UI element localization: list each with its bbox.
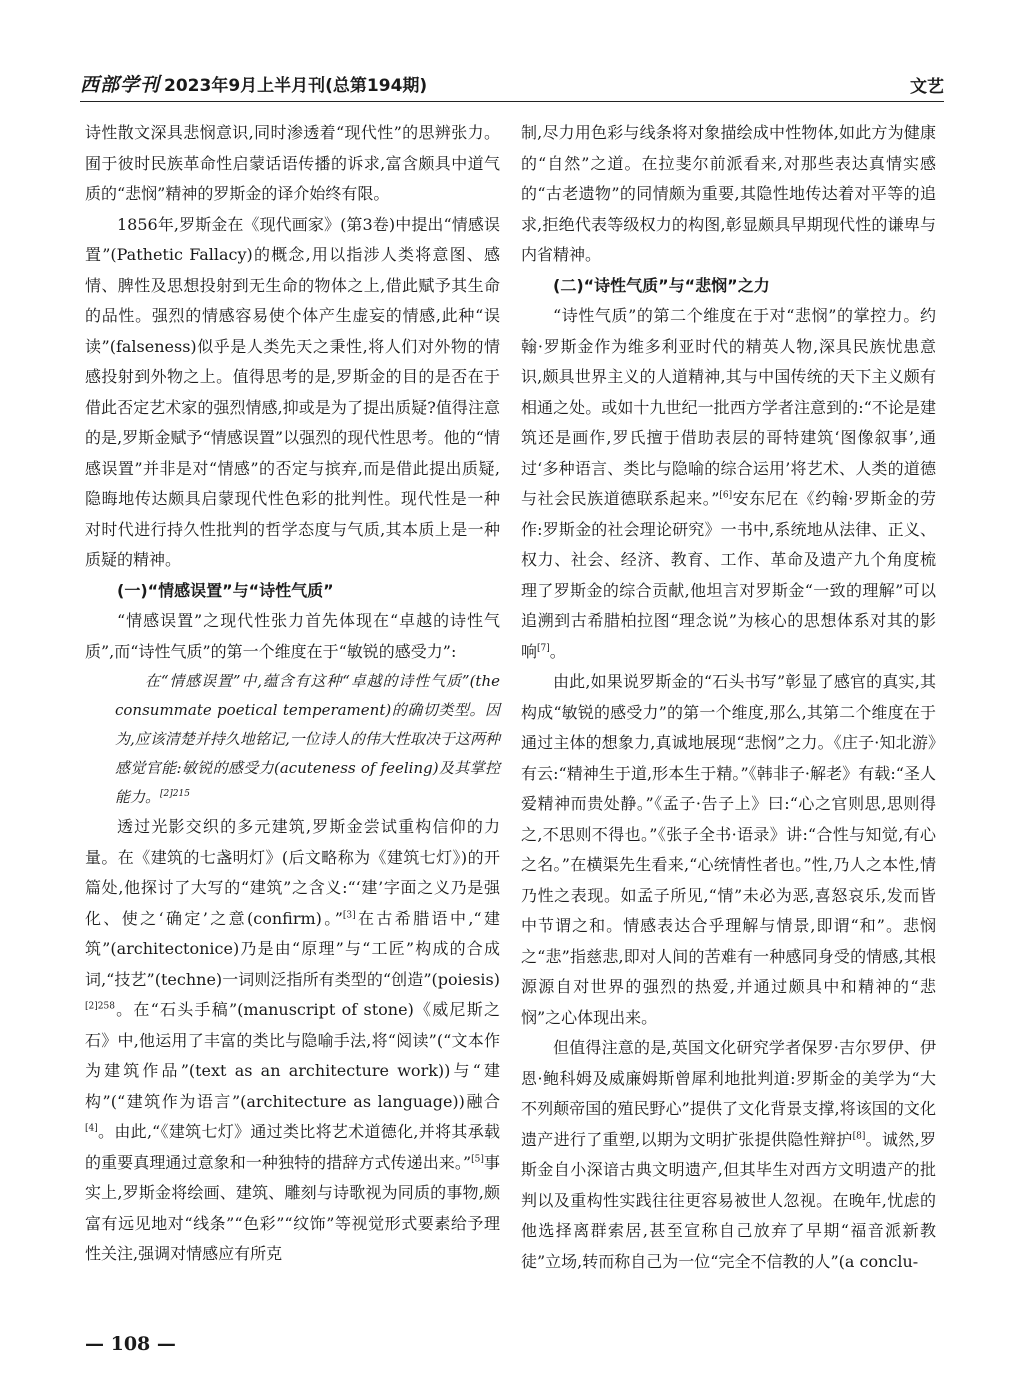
paragraph: 1856年,罗斯金在《现代画家》(第3卷)中提出“情感误置”(Pathetic Fallacy)的概念,用以指涉人类将意图、感情、脾性及思想投射到无生命的物体之上,借此赋予其生命的品性。强烈的情感容易使个体产生虚妄的情感,此种“误读”(falseness)似乎是人类先天之秉性,将人们对外物的情感投射到外物之上。值得思考的是,罗斯金的目的是否在于借此否定艺术家的强烈情感,抑或是为了提出质疑?值得注意的是,罗斯金赋予“情感误置”以强烈的现代性思考。他的“情感误置”并非是对“情感”的否定与摈弃,而是借此提出质疑,隐晦地传达颇具启蒙现代性色彩的批判性。现代性是一种对时代进行持久性批判的哲学态度与气质,其本质上是一种质疑的精神。 xyxy=(85,214,500,569)
issue-info: 2023年9月上半月刊(总第194期) xyxy=(164,76,428,96)
text-run: 。在“石头手稿”(manuscript of stone)《威尼斯之石》中,他运用了丰富的类比与隐喻手法,将“阅读”(“文本作为建筑作品”(text as an architecture work))与“建构”(“建筑作为语言”(architecture as language))融合 xyxy=(85,1000,500,1111)
citation-ref: [5] xyxy=(471,1154,484,1165)
text-run: “诗性气质”的第二个维度在于对“悲悯”的掌控力。约翰·罗斯金作为维多利亚时代的精英人物,深具民族忧患意识,颇具世界主义的人道精神,其与中国传统的天下主义颇有相通之处。或如十九世纪一批西方学者注意到的:“不论是建筑还是画作,罗氏擅于借助表层的哥特建筑‘图像叙事’,通过‘多种语言、类比与隐喻的综合运用’将艺术、人类的道德与社会民族道德联系起来。” xyxy=(521,306,936,508)
page-number: — 108 — xyxy=(85,1333,176,1355)
journal-logo: 西部学刊 xyxy=(80,74,161,96)
text-run: 但值得注意的是,英国文化研究学者保罗·吉尔罗伊、伊恩·鲍科姆及威廉姆斯曾犀利地批判道:罗斯金的美学为“大不列颠帝国的殖民野心”提供了文化背景支撑,将该国的文化遗产进行了重塑,以期为文明扩张提供隐性辩护 xyxy=(521,1038,936,1149)
text-run: 安东尼在《约翰·罗斯金的劳作:罗斯金的社会理论研究》一书中,系统地从法律、正义、权力、社会、经济、教育、工作、革命及遗产九个角度梳理了罗斯金的综合贡献,他坦言对罗斯金“一致的理解”可以追溯到古希腊柏拉图“理念说”为核心的思想体系对其的影响 xyxy=(521,489,936,661)
block-quote xyxy=(85,667,500,812)
citation-ref: [6] xyxy=(719,490,733,501)
right-column xyxy=(521,118,936,1277)
paragraph: 制,尽力用色彩与线条将对象描绘成中性物体,如此方为健康的“自然”之道。在拉斐尔前派看来,对那些表达真情实感的“古老遗物”的同情颇为重要,其隐性地传达着对平等的追求,拒绝代表等级权力的构图,彰显颇具早期现代性的谦卑与内省精神。 xyxy=(521,123,936,264)
text-run: 在古希腊语中,“建筑”(architectonice)乃是由“原理”与“工匠”构成的合成词,“技艺”(techne)一词则泛指所有类型的“创造”(poiesis) xyxy=(85,908,500,989)
text-run: 透过光影交织的多元建筑,罗斯金尝试重构信仰的力量。在《建筑的七盏明灯》(后文略称为《建筑七灯》)的开篇处,他探讨了大写的“建筑”之含义:“‘建’字面之义乃是强化、使之‘确定’之意(confirm)。” xyxy=(85,817,500,928)
text-run: 。诚然,罗斯金自小深谙古典文明遗产,但其毕生对西方文明遗产的批判以及重构性实践往往更容易被世人忽视。在晚年,忧虑的他选择离群索居,甚至宣称自己放弃了早期“福音派新教徒”立场,转而称自己为一位“完全不信教的人”(a conclu- xyxy=(521,1129,936,1271)
paragraph xyxy=(521,301,936,667)
section-label: 文艺 xyxy=(910,77,944,97)
text-run: 。 xyxy=(549,641,566,661)
text-run: 。由此,“《建筑七灯》通过类比将艺术道德化,并将其承载的重要真理通过意象和一种独特的措辞方式传递出来。” xyxy=(85,1122,500,1172)
citation-ref: [2]215 xyxy=(160,789,190,799)
header-left xyxy=(80,70,427,97)
citation-ref: [3] xyxy=(342,910,356,921)
citation-ref: [7] xyxy=(537,643,550,654)
running-header xyxy=(80,68,944,102)
paragraph xyxy=(85,812,500,1270)
quote-text xyxy=(115,667,500,812)
citation-ref: [4] xyxy=(85,1123,98,1134)
paragraph: 诗性散文深具悲悯意识,同时渗透着“现代性”的思辨张力。囿于彼时民族革命性启蒙话语传播的诉求,富含颇具中道气质的“悲悯”精神的罗斯金的译介始终有限。 xyxy=(85,123,500,203)
paragraph xyxy=(521,1033,936,1277)
section-heading: (二)“诗性气质”与“悲悯”之力 xyxy=(553,275,770,295)
text-run: 事实上,罗斯金将绘画、建筑、雕刻与诗歌视为同质的事物,颇富有远见地对“线条”“色彩”“纹饰”等视觉形式要素给予理性关注,强调对情感应有所克 xyxy=(85,1152,500,1263)
citation-ref: [8] xyxy=(852,1131,866,1142)
left-column xyxy=(85,118,500,1270)
paragraph: 由此,如果说罗斯金的“石头书写”彰显了感官的真实,其构成“敏锐的感受力”的第一个维度,那么,其第二个维度在于通过主体的想象力,真诚地展现“悲悯”之力。《庄子·知北游》有云:“精神生于道,形本生于精。”《韩非子·解老》有载:“圣人爱精神而贵处静。”《孟子·告子上》曰:“心之官则思,思则得之,不思则不得也。”《张子全书·语录》讲:“合性与知觉,有心之名。”在横渠先生看来,“心统情性者也。”性,乃人之本性,情乃性之表现。如孟子所见,“情”未必为恶,喜怒哀乐,发而皆中节谓之和。情感表达合乎理解与情景,即谓“和”。悲悯之“悲”指慈悲,即对人间的苦难有一种感同身受的情感,其根源源自对世界的强烈的热爱,并通过颇具中和精神的“悲悯”之心体现出来。 xyxy=(521,672,936,1027)
paragraph: “情感误置”之现代性张力首先体现在“卓越的诗性气质”,而“诗性气质”的第一个维度在于“敏锐的感受力”: xyxy=(85,611,500,661)
citation-ref: [2]258 xyxy=(85,1001,115,1012)
quote-body: 在“情感误置”中,蕴含有这种“卓越的诗性气质”(the consummate poetical temperament)的确切类型。因为,应该清楚并持久地铭记,一位诗人的伟大性取决于这两种感觉官能:敏锐的感受力(acuteness of feeling)及其掌控能力。 xyxy=(115,672,500,806)
section-heading: (一)“情感误置”与“诗性气质” xyxy=(117,580,334,600)
